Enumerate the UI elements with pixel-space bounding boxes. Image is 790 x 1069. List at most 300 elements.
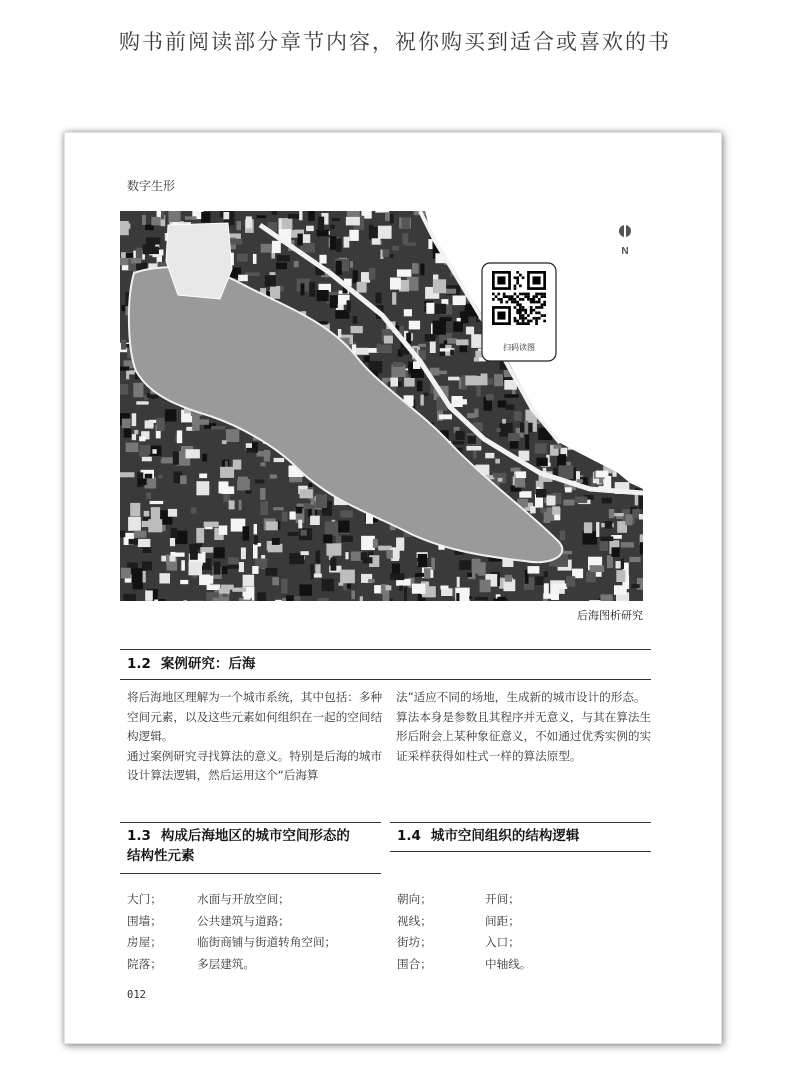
building-block [509, 246, 522, 257]
building-block [201, 212, 210, 223]
building-block [535, 443, 547, 453]
building-block [276, 263, 287, 270]
building-block [264, 450, 270, 462]
building-block [191, 600, 204, 601]
building-block [481, 374, 488, 379]
list-term: 多层建筑。 [197, 956, 255, 971]
qr-module [516, 282, 519, 285]
building-block [372, 238, 381, 244]
building-block [239, 562, 244, 572]
building-block [183, 600, 187, 601]
section-rule [390, 822, 651, 823]
building-block [557, 454, 566, 467]
list-term: 开间； [485, 892, 520, 906]
building-block [190, 548, 198, 560]
building-block [142, 457, 152, 462]
building-block [499, 253, 509, 264]
building-block [246, 448, 256, 453]
building-block [357, 282, 367, 293]
building-block [257, 215, 267, 218]
list-item [397, 911, 651, 933]
building-block [238, 275, 248, 282]
qr-module [514, 293, 517, 296]
book-page [64, 132, 722, 1044]
qr-finder [533, 276, 541, 284]
building-block [344, 237, 350, 248]
building-block [593, 257, 598, 261]
building-block [590, 230, 605, 239]
building-block [478, 229, 483, 240]
building-block [440, 211, 449, 224]
building-block [204, 522, 219, 527]
building-block [611, 341, 616, 352]
building-block [613, 454, 617, 467]
building-block [587, 284, 598, 293]
building-block [574, 373, 587, 378]
building-block [446, 230, 460, 245]
qr-module [541, 293, 544, 296]
building-block [565, 487, 572, 492]
qr-module [535, 312, 538, 315]
building-block [598, 427, 612, 437]
building-block [349, 230, 359, 241]
qr-module [535, 322, 538, 325]
building-block [498, 478, 503, 482]
building-block [516, 471, 527, 478]
building-block [412, 263, 419, 273]
building-block [622, 213, 632, 219]
building-block [640, 542, 643, 554]
building-block [152, 449, 156, 454]
building-block [598, 386, 607, 394]
qr-module [530, 309, 533, 312]
building-block [551, 374, 557, 378]
building-block [301, 283, 305, 295]
building-block [619, 274, 629, 287]
qr-module [527, 298, 530, 301]
building-block [392, 564, 400, 575]
list-item [127, 911, 387, 933]
building-block [165, 409, 176, 421]
building-block [202, 552, 206, 563]
building-block [144, 247, 159, 255]
building-block [315, 494, 327, 508]
building-block [139, 436, 145, 441]
building-block [200, 547, 214, 553]
building-block [196, 528, 204, 543]
qr-module [519, 285, 522, 288]
building-block [299, 584, 312, 595]
section-1-4-heading [397, 826, 579, 846]
building-block [354, 348, 369, 355]
building-block [616, 570, 625, 582]
qr-module [524, 322, 527, 325]
list-term: 视线； [397, 913, 432, 928]
building-block [237, 254, 248, 262]
list-term: 大门； [127, 892, 162, 906]
building-block [564, 277, 575, 292]
building-block [332, 218, 340, 221]
qr-module [511, 295, 514, 298]
building-block [496, 428, 500, 432]
building-block [625, 514, 632, 525]
qr-module [514, 287, 517, 290]
qr-module [500, 301, 503, 304]
building-block [506, 221, 510, 232]
building-block [600, 594, 612, 601]
building-block [640, 437, 643, 446]
building-block [383, 249, 390, 257]
building-block [470, 212, 480, 222]
building-block [336, 261, 342, 275]
building-block [483, 222, 496, 237]
building-block [166, 554, 170, 564]
building-block [559, 465, 574, 479]
section-rule [120, 649, 651, 650]
building-block [634, 329, 644, 340]
qr-module [524, 312, 527, 315]
building-block [265, 568, 277, 576]
building-block [562, 326, 572, 330]
building-block [494, 374, 503, 386]
building-block [351, 326, 363, 333]
building-block [530, 506, 536, 513]
building-block [638, 332, 642, 338]
building-block [593, 271, 601, 280]
building-block [170, 538, 175, 546]
building-block [544, 583, 549, 597]
building-block [277, 255, 290, 261]
building-block [637, 578, 643, 590]
list-term: 房屋； [127, 935, 162, 949]
building-block [471, 220, 476, 224]
building-block [570, 232, 583, 243]
building-block [130, 503, 140, 517]
building-block [120, 472, 134, 477]
list-term: 间距； [485, 913, 520, 928]
building-block [548, 227, 556, 241]
building-block [341, 536, 352, 542]
building-block [466, 446, 481, 451]
building-block [599, 276, 605, 287]
building-block [591, 445, 598, 454]
building-block [456, 339, 468, 345]
building-block [505, 575, 512, 582]
building-block [261, 501, 269, 515]
building-block [629, 332, 636, 342]
building-block [640, 389, 643, 400]
qr-module [519, 303, 522, 306]
building-block [272, 577, 279, 585]
list-term: 围合； [397, 956, 432, 971]
building-block [596, 400, 608, 413]
section-1-2-heading [127, 654, 255, 674]
north-label: N [621, 246, 629, 257]
building-block [340, 510, 353, 517]
building-block [227, 565, 239, 569]
building-block [632, 239, 643, 252]
building-block [435, 221, 449, 227]
qr-module [522, 320, 525, 323]
building-block [433, 279, 446, 293]
building-block [497, 225, 506, 228]
building-block [330, 236, 336, 250]
qr-module [530, 298, 533, 301]
section-1-3-heading [127, 826, 387, 866]
building-block [181, 560, 185, 570]
qr-module [530, 312, 533, 315]
building-block [491, 238, 498, 247]
building-block [471, 267, 476, 273]
building-block [584, 522, 592, 533]
building-block [238, 477, 248, 490]
building-block [530, 249, 539, 252]
building-block [486, 394, 494, 401]
building-block [547, 379, 557, 393]
building-block [544, 218, 556, 231]
list-term: 公共建筑与道路； [197, 913, 290, 928]
building-block [258, 543, 262, 547]
building-block [523, 371, 533, 375]
section-1-4-list [397, 889, 651, 975]
building-block [552, 211, 563, 219]
building-block [460, 217, 473, 221]
qr-module [516, 303, 519, 306]
building-block [498, 400, 507, 407]
qr-module [538, 317, 541, 320]
building-block [412, 584, 426, 594]
building-block [568, 437, 583, 450]
qr-module [522, 317, 525, 320]
building-block [440, 586, 448, 590]
building-block [555, 423, 569, 435]
building-block [524, 421, 528, 435]
building-block [252, 566, 258, 574]
page-number: 012 [127, 989, 146, 1001]
building-block [425, 334, 436, 342]
building-block [560, 338, 568, 345]
building-block [159, 573, 170, 583]
building-block [547, 375, 560, 387]
building-block [373, 539, 378, 548]
building-block [583, 287, 593, 300]
building-block [309, 282, 315, 297]
building-block [244, 592, 251, 599]
qr-module [519, 314, 522, 317]
qr-module [527, 320, 530, 323]
qr-code-card[interactable] [482, 263, 556, 361]
building-block [142, 561, 152, 570]
building-block [124, 428, 131, 437]
building-block [467, 572, 472, 577]
building-block [438, 371, 447, 374]
building-block [552, 506, 560, 514]
paragraph: 法”适应不同的场地，生成新的城市设计的形态。算法本身是参数且其程序并无意义，与其在算法生形后附会上某种象征意义，不如通过优秀实例的实证采样获得如柱式一样的算法原型。 [396, 690, 652, 763]
building-block [156, 418, 164, 431]
building-block [448, 377, 459, 381]
building-block [546, 410, 552, 417]
building-block [564, 285, 574, 299]
qr-module [543, 303, 546, 306]
building-block [473, 226, 485, 229]
building-block [562, 230, 570, 245]
building-block [454, 256, 461, 266]
building-block [625, 415, 638, 429]
building-block [299, 211, 302, 220]
building-block [199, 575, 210, 586]
building-block [564, 407, 572, 416]
qr-module [527, 295, 530, 298]
building-block [180, 580, 188, 584]
building-block [138, 479, 147, 485]
building-block [157, 599, 166, 601]
building-block [409, 321, 420, 330]
building-block [310, 516, 320, 525]
building-block [340, 570, 355, 584]
building-block [243, 526, 250, 540]
building-block [622, 447, 630, 451]
qr-module [503, 295, 506, 298]
building-block [478, 562, 486, 576]
building-block [635, 457, 640, 466]
building-block [605, 397, 611, 412]
qr-module [533, 301, 536, 304]
building-block [120, 367, 129, 371]
building-block [475, 597, 488, 601]
building-block [600, 307, 614, 310]
building-block [173, 451, 179, 465]
building-block [442, 232, 451, 244]
qr-module [535, 295, 538, 298]
building-block [353, 270, 358, 283]
building-block [399, 586, 403, 591]
building-block [191, 507, 197, 513]
list-term: 围墙； [127, 913, 162, 928]
building-block [140, 445, 151, 455]
building-block [453, 254, 457, 263]
qr-module [541, 314, 544, 317]
building-block [600, 537, 613, 542]
building-block [640, 442, 643, 457]
building-block [493, 232, 507, 236]
qr-module [527, 314, 530, 317]
building-block [351, 591, 355, 600]
building-block [214, 562, 221, 575]
building-block [593, 248, 601, 255]
building-block [444, 231, 453, 238]
building-block [478, 270, 481, 285]
building-block [145, 420, 154, 428]
building-block [628, 358, 636, 363]
building-block [120, 531, 125, 538]
building-block [298, 520, 302, 529]
building-block [338, 521, 349, 533]
building-block [613, 435, 618, 442]
building-block [468, 267, 478, 277]
building-block [519, 491, 531, 498]
building-block [275, 600, 282, 601]
building-block [384, 336, 393, 344]
building-block [281, 579, 287, 594]
building-block [404, 309, 412, 316]
building-block [345, 552, 348, 559]
building-block [559, 369, 564, 375]
building-block [604, 398, 608, 407]
building-block [363, 557, 373, 563]
qr-module [514, 298, 517, 301]
building-block [246, 490, 252, 494]
building-block [588, 386, 592, 392]
building-block [376, 292, 382, 303]
qr-module [538, 312, 541, 315]
building-block [560, 531, 566, 541]
building-block [585, 439, 599, 443]
building-block [643, 238, 644, 244]
building-block [494, 232, 505, 243]
building-block [211, 426, 225, 429]
building-block [331, 558, 337, 571]
building-block [596, 522, 599, 537]
building-block [270, 286, 280, 299]
building-block [445, 289, 456, 294]
building-block [581, 432, 594, 442]
qr-module [516, 295, 519, 298]
building-block [143, 548, 152, 553]
building-block [597, 396, 602, 401]
building-block [556, 370, 561, 380]
building-block [587, 379, 597, 394]
building-block [158, 475, 162, 479]
qr-module [543, 293, 546, 296]
qr-module [503, 293, 506, 296]
building-block [584, 364, 590, 376]
building-block [480, 580, 491, 593]
building-block [268, 544, 283, 553]
qr-module [514, 301, 517, 304]
building-block [431, 214, 441, 220]
building-block [590, 363, 598, 376]
building-block [506, 404, 515, 410]
building-block [253, 254, 257, 264]
qr-module [522, 322, 525, 325]
section-rule [120, 679, 651, 680]
building-block [308, 211, 315, 221]
building-block [322, 579, 334, 591]
qr-module [530, 306, 533, 309]
building-block [504, 394, 518, 398]
building-block [557, 366, 568, 378]
list-term: 中轴线。 [485, 956, 532, 971]
building-block [396, 538, 404, 551]
building-block [228, 557, 239, 564]
building-block [584, 300, 595, 306]
building-block [588, 436, 599, 448]
building-block [476, 384, 480, 397]
building-block [608, 436, 622, 446]
building-block [420, 395, 423, 406]
building-block [602, 347, 609, 355]
qr-module [541, 303, 544, 306]
building-block [457, 577, 460, 587]
building-block [544, 571, 548, 577]
qr-module [538, 306, 541, 309]
building-block [566, 576, 575, 587]
building-block [280, 286, 284, 291]
building-block [129, 539, 138, 545]
building-block [450, 350, 454, 356]
building-block [418, 554, 428, 567]
paragraph: 通过案例研究寻找算法的意义。特别是后海的城市设计算法逻辑，然后运用这个“后海算 [127, 748, 383, 782]
